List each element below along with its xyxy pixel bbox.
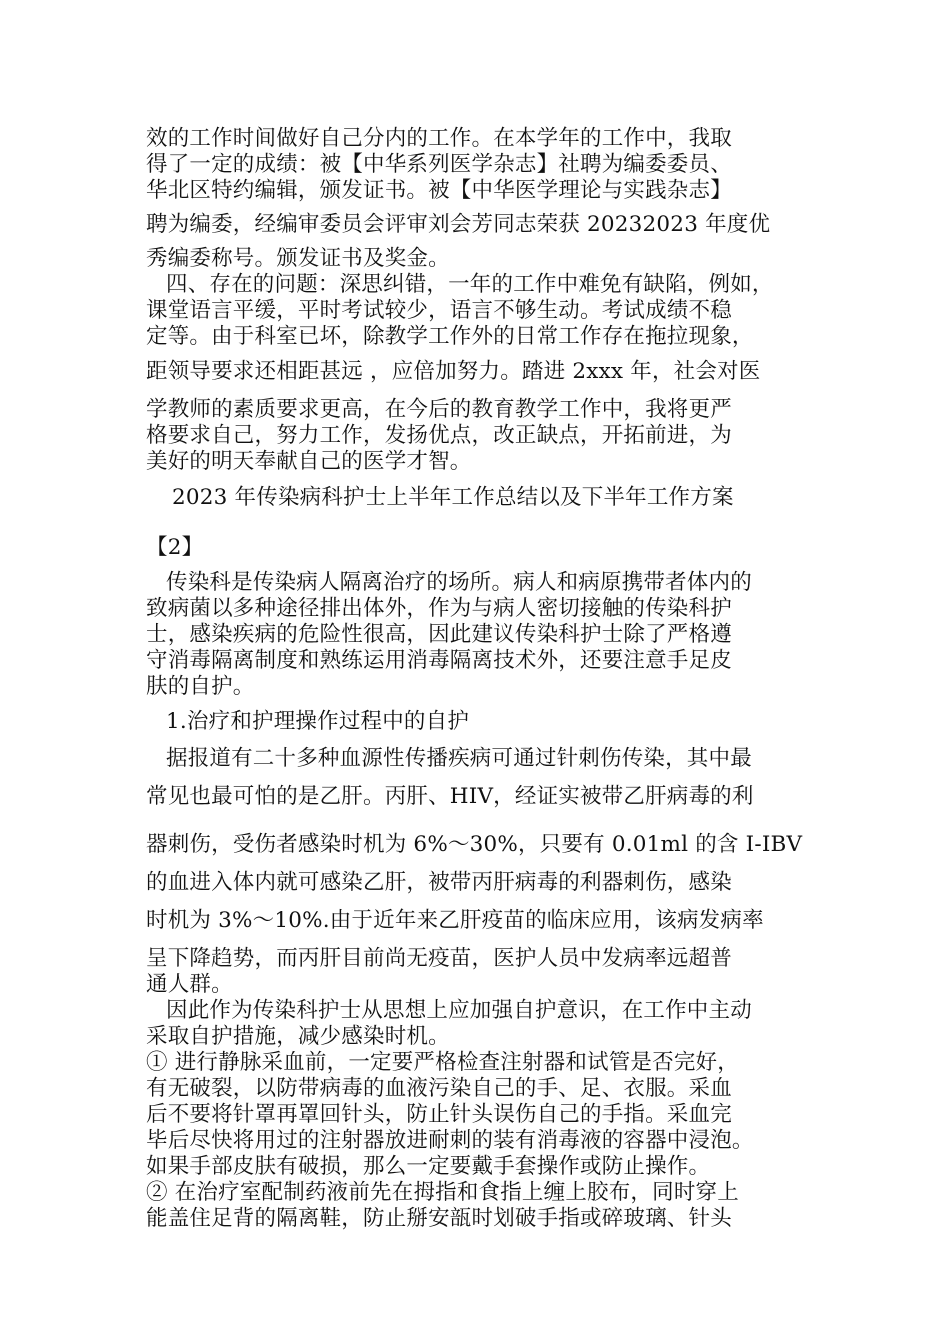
list-item: ② 在治疗室配制药液前先在拇指和食指上缠上胶布，同时穿上 [146, 1180, 739, 1205]
text-line: 格要求自己，努力工作，发扬优点，改正缺点，开拓前进，为 [146, 423, 732, 448]
text-line: 时机为 3%～10%.由于近年来乙肝疫苗的临床应用，该病发病率 [146, 908, 764, 933]
text-line: 距领导要求还相距甚远 ，应倍加努力。踏进 2xxx 年，社会对医 [146, 359, 761, 384]
text-line: 士，感染疾病的危险性很高，因此建议传染科护士除了严格遵 [146, 622, 732, 647]
document-title-number: 【2】 [146, 535, 204, 560]
text-line: 因此作为传染科护士从思想上应加强自护意识，在工作中主动 [166, 998, 752, 1023]
document-title: 2023 年传染病科护士上半年工作总结以及下半年工作方案 [172, 485, 734, 510]
text-line: 后不要将针罩再罩回针头，防止针头误伤自己的手指。采血完 [146, 1102, 732, 1127]
text-line: 有无破裂，以防带病毒的血液污染自己的手、足、衣服。采血 [146, 1076, 732, 1101]
text-line: 能盖住足背的隔离鞋，防止掰安瓿时划破手指或碎玻璃、针头 [146, 1206, 732, 1231]
text-line: 美好的明天奉献自己的医学才智。 [146, 449, 472, 474]
text-line: 华北区特约编辑，颁发证书。被【中华医学理论与实践杂志】 [146, 178, 732, 203]
text-line: 肤的自护。 [146, 674, 255, 699]
text-line: 致病菌以多种途径排出体外，作为与病人密切接触的传染科护 [146, 596, 732, 621]
list-item: ① 进行静脉采血前，一定要严格检查注射器和试管是否完好， [146, 1050, 739, 1075]
text-line: 如果手部皮肤有破损，那么一定要戴手套操作或防止操作。 [146, 1154, 711, 1179]
text-line: 常见也最可怕的是乙肝。丙肝、HIV，经证实被带乙肝病毒的利 [146, 784, 754, 809]
text-line: 毕后尽快将用过的注射器放进耐刺的装有消毒液的容器中浸泡。 [146, 1128, 754, 1153]
text-line: 的血进入体内就可感染乙肝，被带丙肝病毒的利器刺伤，感染 [146, 870, 732, 895]
text-line: 秀编委称号。颁发证书及奖金。 [146, 246, 450, 271]
text-line: 采取自护措施，减少感染时机。 [146, 1024, 450, 1049]
text-line: 守消毒隔离制度和熟练运用消毒隔离技术外，还要注意手足皮 [146, 648, 732, 673]
text-line: 呈下降趋势，而丙肝目前尚无疫苗，医护人员中发病率远超普 [146, 946, 732, 971]
text-line: 得了一定的成绩：被【中华系列医学杂志】社聘为编委委员、 [146, 152, 732, 177]
text-line: 聘为编委，经编审委员会评审刘会芳同志荣获 20232023 年度优 [146, 212, 771, 237]
section-heading: 四、存在的问题：深思纠错，一年的工作中难免有缺陷，例如， [166, 272, 774, 297]
text-line: 据报道有二十多种血源性传播疾病可通过针刺伤传染，其中最 [166, 746, 752, 771]
text-line: 学教师的素质要求更高，在今后的教育教学工作中，我将更严 [146, 397, 732, 422]
text-line: 通人群。 [146, 972, 233, 997]
subsection-heading: 1.治疗和护理操作过程中的自护 [166, 709, 470, 734]
text-line: 器刺伤，受伤者感染时机为 6%～30%，只要有 0.01ml 的含 I-IBV [146, 832, 803, 857]
text-line: 定等。由于科室已坏，除教学工作外的日常工作存在拖拉现象， [146, 324, 754, 349]
text-line: 效的工作时间做好自己分内的工作。在本学年的工作中，我取 [146, 126, 732, 151]
text-line: 传染科是传染病人隔离治疗的场所。病人和病原携带者体内的 [166, 570, 752, 595]
text-line: 课堂语言平缓，平时考试较少，语言不够生动。考试成绩不稳 [146, 298, 732, 323]
